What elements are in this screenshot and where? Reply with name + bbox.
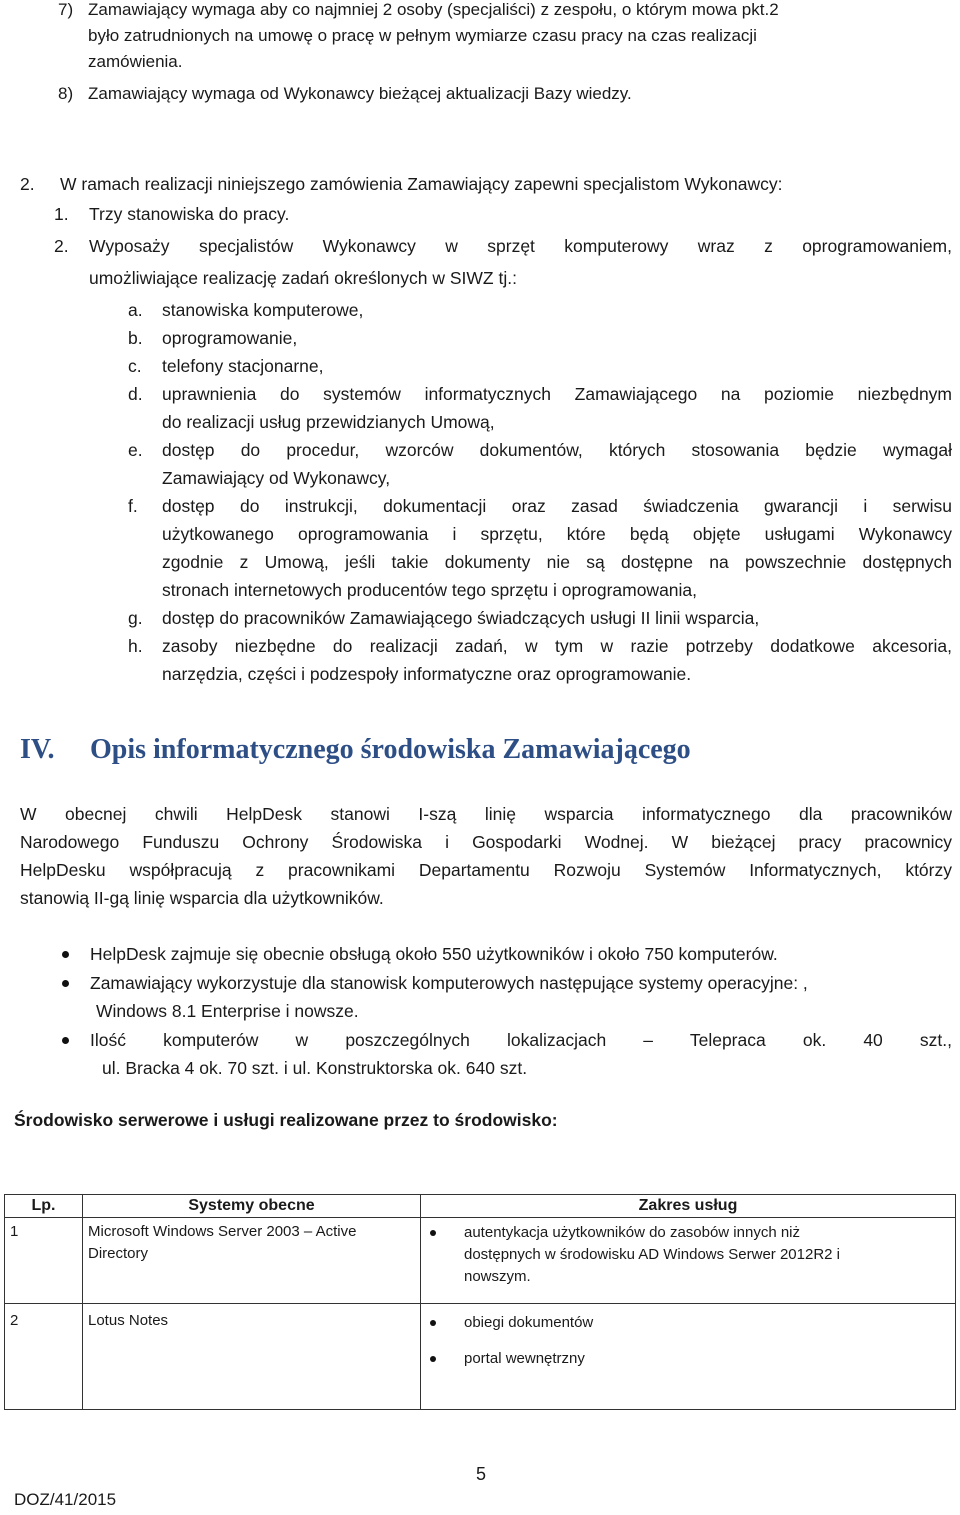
item-number: 8) (58, 84, 74, 103)
list-number: 1. (54, 204, 69, 224)
cell-lp: 2 (5, 1304, 83, 1410)
bullet-dot-icon (430, 1230, 436, 1236)
sub-letter: g. (128, 608, 143, 628)
sub-letter: b. (128, 328, 143, 348)
sub-letter: c. (128, 356, 142, 376)
bullet-item: Ilość komputerów w poszczególnych lokalizacjach – Telepraca ok. 40 szt., (90, 1030, 952, 1050)
sub-item: narzędzia, części i podzespoły informatyczne oraz oprogramowanie. (162, 664, 692, 684)
sub-letter: a. (128, 300, 143, 320)
system-line: Directory (88, 1245, 149, 1262)
bullet-dot-icon (430, 1356, 436, 1362)
sub-item: stanowiska komputerowe, (162, 300, 364, 320)
cell-services (421, 1304, 956, 1410)
system-line: Microsoft Windows Server 2003 – Active (88, 1223, 357, 1240)
sub-item: telefony stacjonarne, (162, 356, 324, 376)
item-line: zamówienia. (88, 52, 183, 71)
service-line: nowszym. (464, 1268, 531, 1285)
page-number: 5 (476, 1464, 487, 1484)
paragraph-line: HelpDesku współpracują z pracownikami Departamentu Rozwoju Systemów Informatycznych, którzy (20, 860, 952, 880)
section-text: W ramach realizacji niniejszego zamówienia Zamawiający zapewni specjalistom Wykonawcy: (60, 174, 783, 194)
sub-item: oprogramowanie, (162, 328, 298, 348)
table-row (5, 1218, 956, 1304)
item-line: było zatrudnionych na umowę o pracę w pełnym wymiarze czasu pracy na czas realizacji (88, 26, 757, 45)
server-table (4, 1194, 956, 1410)
sub-letter: d. (128, 384, 143, 404)
table-row (5, 1304, 956, 1410)
bullet-item: Zamawiający wykorzystuje dla stanowisk komputerowych następujące systemy operacyjne: , (90, 973, 808, 993)
sub-item: stronach internetowych producentów tego sprzętu i oprogramowania, (162, 580, 698, 600)
header-lp: Lp. (5, 1195, 83, 1218)
list-item: Trzy stanowiska do pracy. (89, 204, 290, 224)
service-line: obiegi dokumentów (464, 1314, 594, 1331)
list-item: Wyposaży specjalistów Wykonawcy w sprzęt komputerowy wraz z oprogramowaniem, (89, 236, 952, 256)
list-number: 2. (54, 236, 69, 256)
sub-item: użytkowanego oprogramowania i sprzętu, które będą objęte usługami Wykonawcy (162, 524, 952, 544)
table-header-row (5, 1195, 956, 1218)
sub-item: Zamawiający od Wykonawcy, (162, 468, 391, 488)
chapter-title: Opis informatycznego środowiska Zamawiającego (90, 734, 691, 765)
sub-item: dostęp do pracowników Zamawiającego świadczących usługi II linii wsparcia, (162, 608, 760, 628)
header-systems: Systemy obecne (83, 1195, 421, 1218)
paragraph-line: W obecnej chwili HelpDesk stanowi I-szą linię wsparcia informatycznego dla pracowników (20, 804, 952, 824)
cell-services (421, 1218, 956, 1304)
bullet-dot-icon (62, 980, 69, 987)
bullet-dot-icon (62, 951, 69, 958)
item-line: Zamawiający wymaga od Wykonawcy bieżącej aktualizacji Bazy wiedzy. (88, 84, 632, 103)
sub-item: zgodnie z Umową, jeśli takie dokumenty nie są dostępne na powszechnie dostępnych (162, 552, 952, 572)
item-number: 7) (58, 0, 74, 19)
service-line: portal wewnętrzny (464, 1350, 585, 1367)
cell-lp: 1 (5, 1218, 83, 1304)
paragraph-line: stanowią II-gą linię wsparcia dla użytkowników. (20, 888, 384, 908)
cell-system (83, 1218, 421, 1304)
sub-letter: h. (128, 636, 143, 656)
item-line: Zamawiający wymaga aby co najmniej 2 osoby (specjaliści) z zespołu, o którym mowa pkt.2 (88, 0, 779, 19)
sub-letter: e. (128, 440, 143, 460)
bullet-item: ul. Bracka 4 ok. 70 szt. i ul. Konstruktorska ok. 640 szt. (102, 1058, 528, 1078)
bullet-item: Windows 8.1 Enterprise i nowsze. (96, 1001, 359, 1021)
bullet-item: HelpDesk zajmuje się obecnie obsługą około 550 użytkowników i około 750 komputerów. (90, 944, 778, 964)
sub-letter: f. (128, 496, 138, 516)
service-item (426, 1348, 950, 1370)
service-line: autentykacja użytkowników do zasobów innych niż (464, 1224, 801, 1241)
sub-item: dostęp do procedur, wzorców dokumentów, których stosowania będzie wymagał (162, 440, 952, 460)
bullet-dot-icon (62, 1037, 69, 1044)
list-item: umożliwiające realizację zadań określonych w SIWZ tj.: (89, 268, 517, 288)
paragraph-line: Narodowego Funduszu Ochrony Środowiska i Gospodarki Wodnej. W bieżącej pracy pracownicy (20, 832, 952, 852)
service-item (426, 1222, 950, 1288)
server-heading: Środowisko serwerowe i usługi realizowane przez to środowisko: (14, 1110, 558, 1130)
header-services: Zakres usług (421, 1195, 956, 1218)
sub-item: zasoby niezbędne do realizacji zadań, w tym w razie potrzeby dodatkowe akcesoria, (162, 636, 952, 656)
service-line: dostępnych w środowisku AD Windows Serwer 2012R2 i (464, 1246, 841, 1263)
system-line: Lotus Notes (88, 1312, 169, 1329)
service-item (426, 1312, 950, 1334)
document-reference: DOZ/41/2015 (14, 1490, 117, 1509)
cell-system (83, 1304, 421, 1410)
section-number: 2. (20, 174, 35, 194)
sub-item: dostęp do instrukcji, dokumentacji oraz zasad świadczenia gwarancji i serwisu (162, 496, 952, 516)
sub-item: uprawnienia do systemów informatycznych Zamawiającego na poziomie niezbędnym (162, 384, 952, 404)
sub-item: do realizacji usług przewidzianych Umową, (162, 412, 495, 432)
bullet-dot-icon (430, 1320, 436, 1326)
chapter-number: IV. (20, 734, 55, 765)
